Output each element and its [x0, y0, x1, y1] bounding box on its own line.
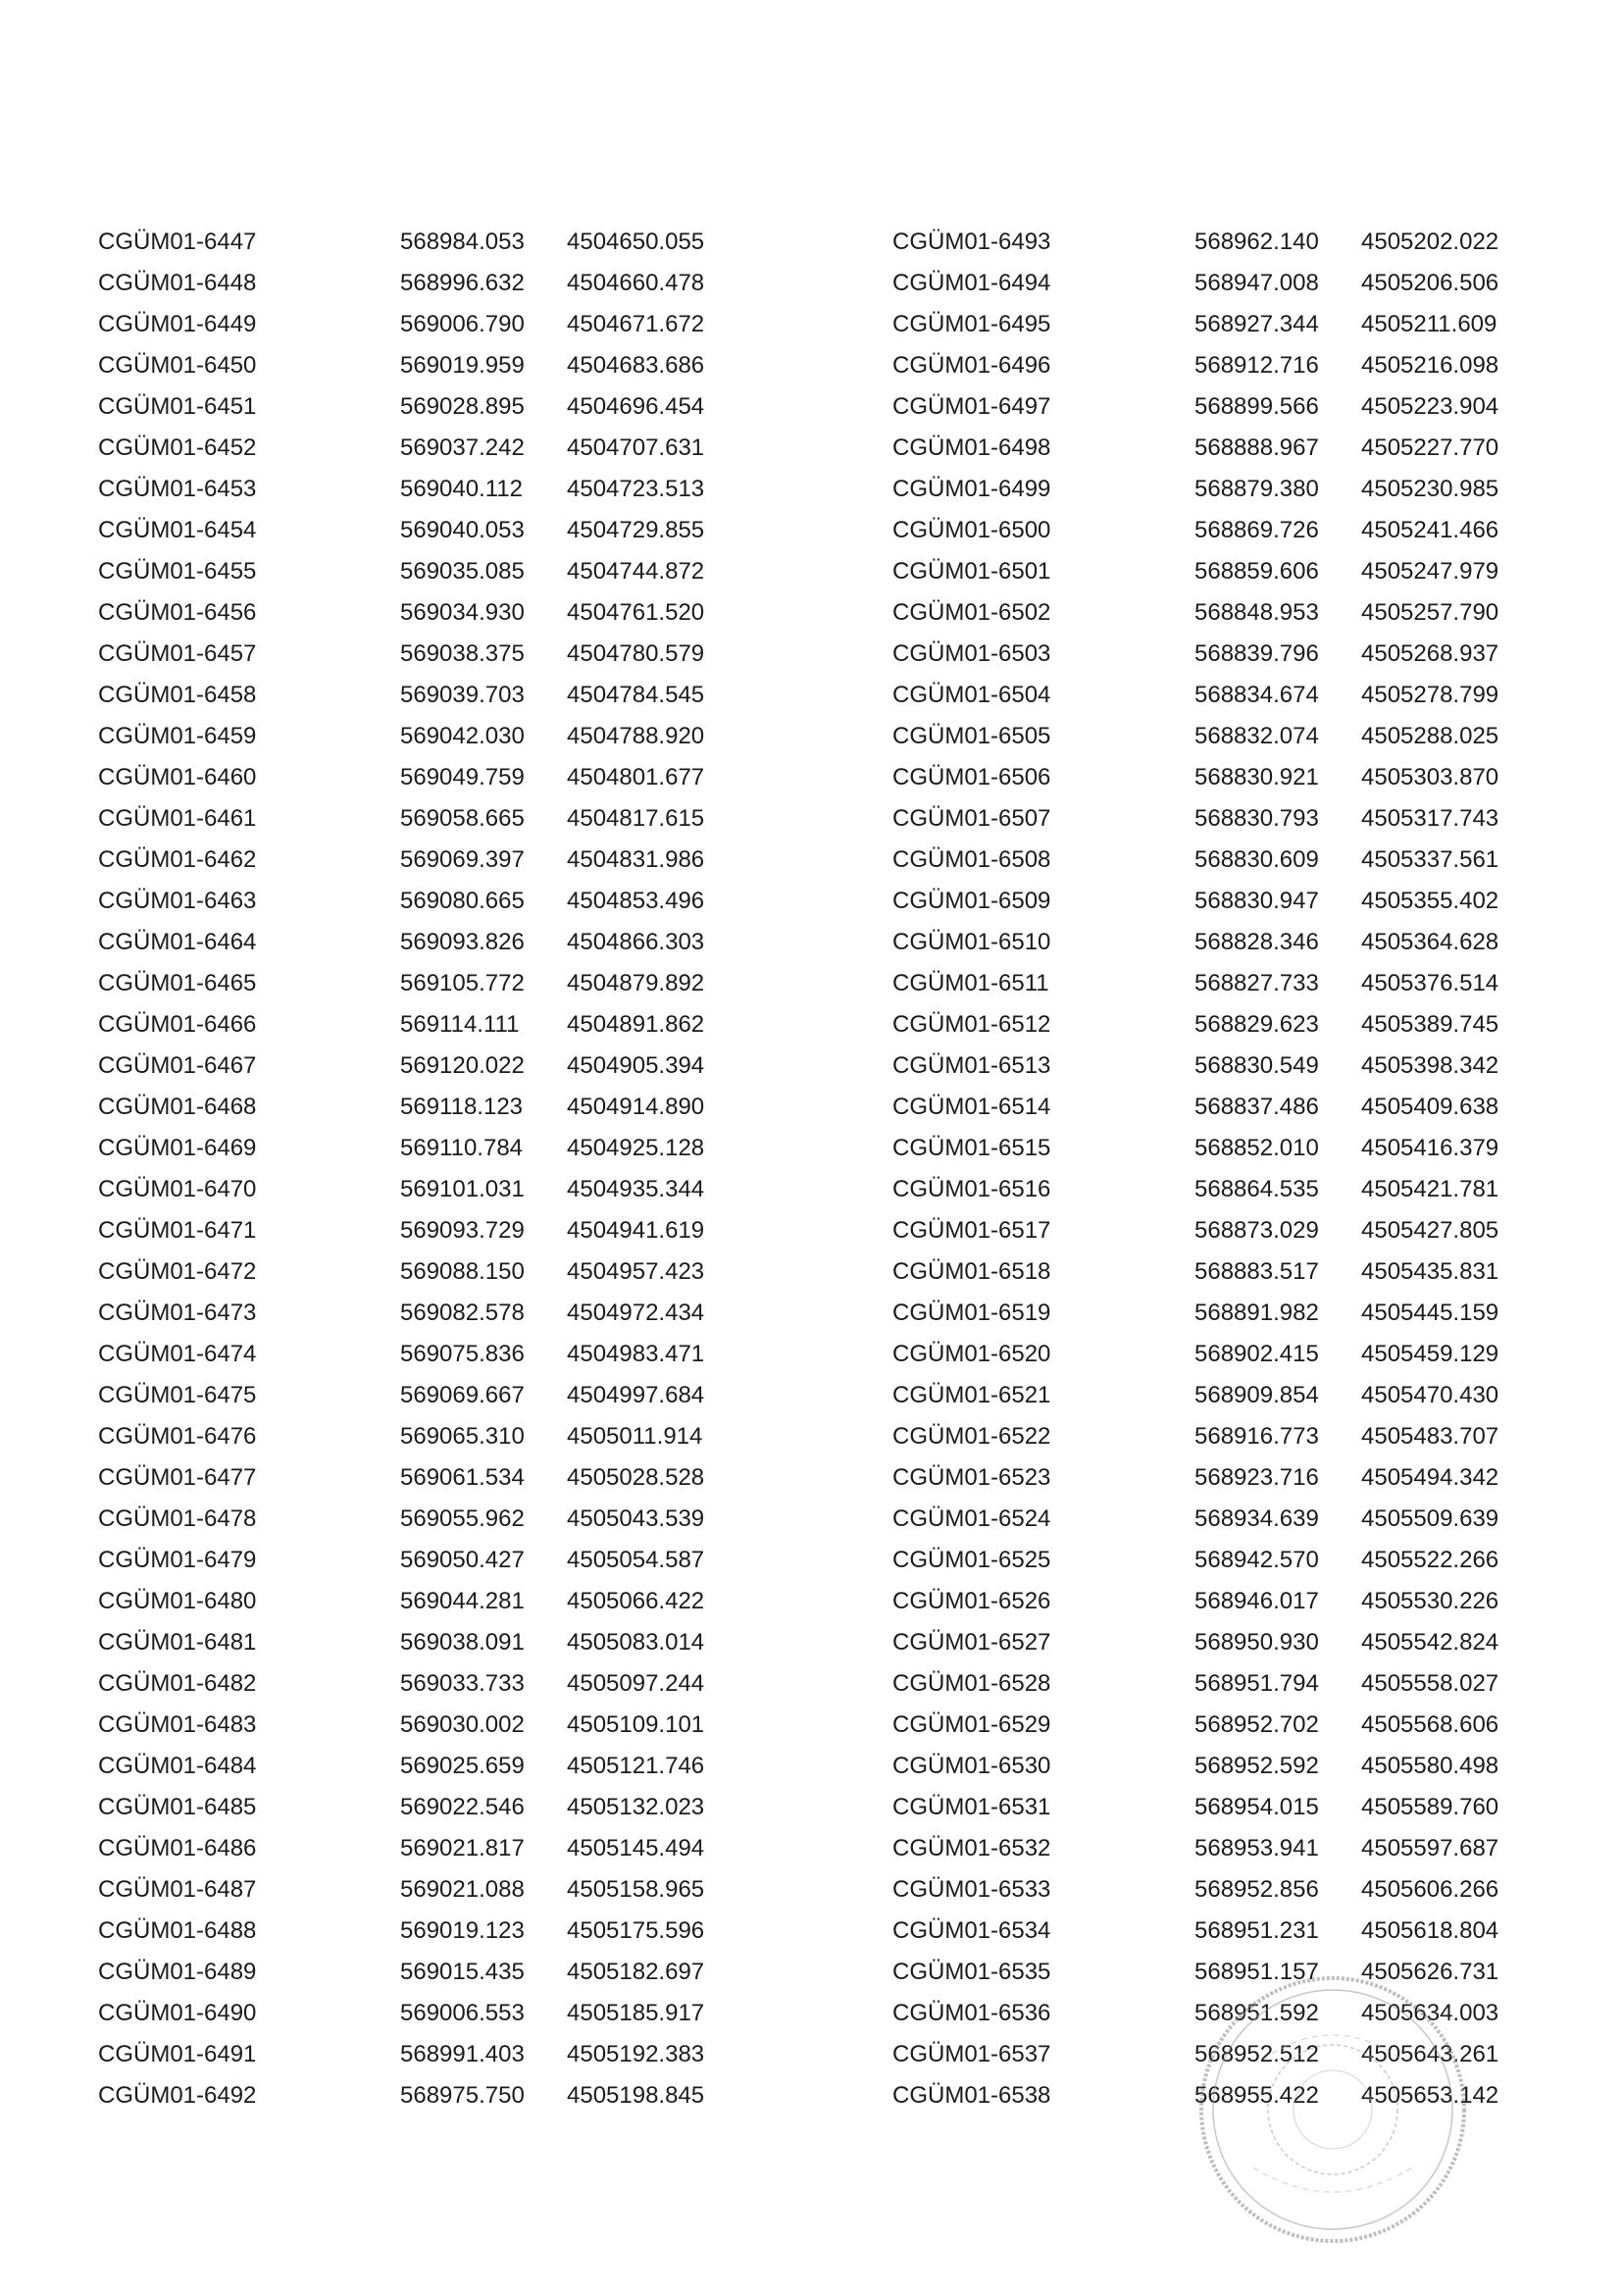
- point-id: CGÜM01-6494: [892, 270, 1051, 296]
- x-coordinate: 568991.403: [400, 2041, 525, 2067]
- x-coordinate: 569055.962: [400, 1505, 525, 1532]
- x-coordinate: 568975.750: [400, 2082, 525, 2109]
- point-id: CGÜM01-6532: [892, 1835, 1051, 1861]
- x-coordinate: 568830.793: [1194, 805, 1319, 832]
- x-coordinate: 569028.895: [400, 393, 525, 420]
- x-coordinate: 569040.112: [400, 476, 524, 502]
- point-id: CGÜM01-6504: [892, 682, 1051, 708]
- x-coordinate: 569039.703: [400, 682, 525, 708]
- point-id: CGÜM01-6470: [98, 1176, 257, 1202]
- x-coordinate: 569069.667: [400, 1382, 525, 1408]
- y-coordinate: 4504997.684: [567, 1382, 705, 1408]
- x-coordinate: 568962.140: [1194, 229, 1319, 255]
- point-id: CGÜM01-6520: [892, 1341, 1051, 1367]
- x-coordinate: 569061.534: [400, 1464, 525, 1491]
- x-coordinate: 568829.623: [1194, 1011, 1319, 1038]
- point-id: CGÜM01-6492: [98, 2082, 257, 2109]
- x-coordinate: 568852.010: [1194, 1135, 1319, 1161]
- x-coordinate: 569101.031: [400, 1176, 525, 1202]
- x-coordinate: 568996.632: [400, 270, 525, 296]
- y-coordinate: 4505483.707: [1361, 1423, 1499, 1450]
- x-coordinate: 568951.794: [1194, 1670, 1319, 1697]
- y-coordinate: 4505435.831: [1361, 1258, 1499, 1285]
- y-coordinate: 4504780.579: [567, 640, 705, 667]
- point-id: CGÜM01-6496: [892, 352, 1051, 379]
- x-coordinate: 568912.716: [1194, 352, 1319, 379]
- y-coordinate: 4505303.870: [1361, 764, 1499, 790]
- point-id: CGÜM01-6497: [892, 393, 1051, 420]
- x-coordinate: 568902.415: [1194, 1341, 1319, 1367]
- y-coordinate: 4505470.430: [1361, 1382, 1499, 1408]
- point-id: CGÜM01-6506: [892, 764, 1051, 790]
- x-coordinate: 569093.729: [400, 1217, 525, 1244]
- y-coordinate: 4505011.914: [567, 1423, 703, 1450]
- x-coordinate: 569049.759: [400, 764, 525, 790]
- point-id: CGÜM01-6538: [892, 2082, 1051, 2109]
- y-coordinate: 4504660.478: [567, 270, 705, 296]
- x-coordinate: 568954.015: [1194, 1794, 1319, 1820]
- point-id: CGÜM01-6463: [98, 888, 257, 914]
- y-coordinate: 4504972.434: [567, 1300, 705, 1326]
- y-coordinate: 4505132.023: [567, 1794, 705, 1820]
- x-coordinate: 569021.817: [400, 1835, 525, 1861]
- point-id: CGÜM01-6465: [98, 970, 257, 996]
- x-coordinate: 568952.856: [1194, 1876, 1319, 1903]
- point-id: CGÜM01-6528: [892, 1670, 1051, 1697]
- point-id: CGÜM01-6479: [98, 1547, 257, 1573]
- y-coordinate: 4504650.055: [567, 229, 705, 255]
- x-coordinate: 568950.930: [1194, 1629, 1319, 1656]
- point-id: CGÜM01-6461: [98, 805, 257, 832]
- y-coordinate: 4505398.342: [1361, 1052, 1499, 1079]
- y-coordinate: 4504683.686: [567, 352, 705, 379]
- y-coordinate: 4504935.344: [567, 1176, 705, 1202]
- y-coordinate: 4504696.454: [567, 393, 705, 420]
- y-coordinate: 4505653.142: [1361, 2082, 1499, 2109]
- y-coordinate: 4505337.561: [1361, 846, 1499, 873]
- x-coordinate: 568873.029: [1194, 1217, 1319, 1244]
- y-coordinate: 4505227.770: [1361, 434, 1499, 461]
- x-coordinate: 568830.947: [1194, 888, 1319, 914]
- x-coordinate: 568899.566: [1194, 393, 1319, 420]
- y-coordinate: 4505083.014: [567, 1629, 705, 1656]
- point-id: CGÜM01-6511: [892, 970, 1049, 996]
- y-coordinate: 4504831.986: [567, 846, 705, 873]
- point-id: CGÜM01-6493: [892, 229, 1051, 255]
- x-coordinate: 569044.281: [400, 1588, 525, 1614]
- x-coordinate: 569034.930: [400, 599, 525, 626]
- y-coordinate: 4505145.494: [567, 1835, 705, 1861]
- x-coordinate: 568888.967: [1194, 434, 1319, 461]
- x-coordinate: 569040.053: [400, 517, 525, 543]
- y-coordinate: 4505247.979: [1361, 558, 1499, 585]
- x-coordinate: 569080.665: [400, 888, 525, 914]
- y-coordinate: 4504914.890: [567, 1094, 705, 1120]
- y-coordinate: 4505054.587: [567, 1547, 705, 1573]
- x-coordinate: 568864.535: [1194, 1176, 1319, 1202]
- x-coordinate: 569110.784: [400, 1135, 524, 1161]
- y-coordinate: 4504817.615: [567, 805, 705, 832]
- y-coordinate: 4505542.824: [1361, 1629, 1499, 1656]
- y-coordinate: 4505626.731: [1361, 1959, 1499, 1985]
- y-coordinate: 4505522.266: [1361, 1547, 1499, 1573]
- y-coordinate: 4505509.639: [1361, 1505, 1499, 1532]
- point-id: CGÜM01-6471: [98, 1217, 257, 1244]
- y-coordinate: 4505288.025: [1361, 723, 1499, 749]
- point-id: CGÜM01-6483: [98, 1711, 257, 1738]
- x-coordinate: 568934.639: [1194, 1505, 1319, 1532]
- point-id: CGÜM01-6459: [98, 723, 257, 749]
- x-coordinate: 569082.578: [400, 1300, 525, 1326]
- x-coordinate: 568952.512: [1194, 2041, 1319, 2067]
- point-id: CGÜM01-6535: [892, 1959, 1051, 1985]
- point-id: CGÜM01-6531: [892, 1794, 1051, 1820]
- point-id: CGÜM01-6481: [98, 1629, 257, 1656]
- x-coordinate: 568927.344: [1194, 311, 1319, 337]
- point-id: CGÜM01-6456: [98, 599, 257, 626]
- point-id: CGÜM01-6486: [98, 1835, 257, 1861]
- point-id: CGÜM01-6513: [892, 1052, 1051, 1079]
- x-coordinate: 569006.553: [400, 2000, 525, 2026]
- y-coordinate: 4504784.545: [567, 682, 705, 708]
- x-coordinate: 568839.796: [1194, 640, 1319, 667]
- y-coordinate: 4504957.423: [567, 1258, 705, 1285]
- point-id: CGÜM01-6499: [892, 476, 1051, 502]
- point-id: CGÜM01-6478: [98, 1505, 257, 1532]
- point-id: CGÜM01-6482: [98, 1670, 257, 1697]
- x-coordinate: 568869.726: [1194, 517, 1319, 543]
- x-coordinate: 569019.959: [400, 352, 525, 379]
- point-id: CGÜM01-6453: [98, 476, 257, 502]
- y-coordinate: 4504707.631: [567, 434, 705, 461]
- point-id: CGÜM01-6536: [892, 2000, 1051, 2026]
- x-coordinate: 569114.111: [400, 1011, 520, 1038]
- y-coordinate: 4505223.904: [1361, 393, 1499, 420]
- point-id: CGÜM01-6472: [98, 1258, 257, 1285]
- x-coordinate: 568916.773: [1194, 1423, 1319, 1450]
- y-coordinate: 4505376.514: [1361, 970, 1499, 996]
- x-coordinate: 569030.002: [400, 1711, 525, 1738]
- x-coordinate: 568837.486: [1194, 1094, 1319, 1120]
- x-coordinate: 568909.854: [1194, 1382, 1319, 1408]
- y-coordinate: 4505257.790: [1361, 599, 1499, 626]
- x-coordinate: 569015.435: [400, 1959, 525, 1985]
- y-coordinate: 4505634.003: [1361, 2000, 1499, 2026]
- y-coordinate: 4505211.609: [1361, 311, 1497, 337]
- point-id: CGÜM01-6460: [98, 764, 257, 790]
- y-coordinate: 4505206.506: [1361, 270, 1499, 296]
- y-coordinate: 4505618.804: [1361, 1917, 1499, 1944]
- y-coordinate: 4505427.805: [1361, 1217, 1499, 1244]
- point-id: CGÜM01-6455: [98, 558, 257, 585]
- point-id: CGÜM01-6523: [892, 1464, 1051, 1491]
- point-id: CGÜM01-6498: [892, 434, 1051, 461]
- point-id: CGÜM01-6485: [98, 1794, 257, 1820]
- point-id: CGÜM01-6450: [98, 352, 257, 379]
- point-id: CGÜM01-6522: [892, 1423, 1051, 1450]
- y-coordinate: 4504891.862: [567, 1011, 705, 1038]
- point-id: CGÜM01-6454: [98, 517, 257, 543]
- point-id: CGÜM01-6533: [892, 1876, 1051, 1903]
- point-id: CGÜM01-6451: [98, 393, 257, 420]
- y-coordinate: 4505558.027: [1361, 1670, 1499, 1697]
- point-id: CGÜM01-6510: [892, 929, 1051, 955]
- point-id: CGÜM01-6502: [892, 599, 1051, 626]
- y-coordinate: 4505158.965: [567, 1876, 705, 1903]
- x-coordinate: 569025.659: [400, 1753, 525, 1779]
- point-id: CGÜM01-6487: [98, 1876, 257, 1903]
- point-id: CGÜM01-6489: [98, 1959, 257, 1985]
- point-id: CGÜM01-6467: [98, 1052, 257, 1079]
- point-id: CGÜM01-6480: [98, 1588, 257, 1614]
- point-id: CGÜM01-6476: [98, 1423, 257, 1450]
- point-id: CGÜM01-6527: [892, 1629, 1051, 1656]
- x-coordinate: 568832.074: [1194, 723, 1319, 749]
- y-coordinate: 4504905.394: [567, 1052, 705, 1079]
- x-coordinate: 568859.606: [1194, 558, 1319, 585]
- y-coordinate: 4505459.129: [1361, 1341, 1499, 1367]
- y-coordinate: 4504879.892: [567, 970, 705, 996]
- y-coordinate: 4505421.781: [1361, 1176, 1499, 1202]
- y-coordinate: 4505445.159: [1361, 1300, 1499, 1326]
- point-id: CGÜM01-6449: [98, 311, 257, 337]
- point-id: CGÜM01-6521: [892, 1382, 1051, 1408]
- y-coordinate: 4505589.760: [1361, 1794, 1499, 1820]
- point-id: CGÜM01-6452: [98, 434, 257, 461]
- y-coordinate: 4504866.303: [567, 929, 705, 955]
- x-coordinate: 569006.790: [400, 311, 525, 337]
- x-coordinate: 569093.826: [400, 929, 525, 955]
- x-coordinate: 569022.546: [400, 1794, 525, 1820]
- point-id: CGÜM01-6519: [892, 1300, 1051, 1326]
- x-coordinate: 569069.397: [400, 846, 525, 873]
- x-coordinate: 568827.733: [1194, 970, 1319, 996]
- point-id: CGÜM01-6474: [98, 1341, 257, 1367]
- y-coordinate: 4505268.937: [1361, 640, 1499, 667]
- x-coordinate: 569075.836: [400, 1341, 525, 1367]
- y-coordinate: 4504723.513: [567, 476, 705, 502]
- y-coordinate: 4505568.606: [1361, 1711, 1499, 1738]
- point-id: CGÜM01-6507: [892, 805, 1051, 832]
- point-id: CGÜM01-6534: [892, 1917, 1051, 1944]
- point-id: CGÜM01-6490: [98, 2000, 257, 2026]
- y-coordinate: 4504729.855: [567, 517, 705, 543]
- y-coordinate: 4504925.128: [567, 1135, 705, 1161]
- point-id: CGÜM01-6509: [892, 888, 1051, 914]
- y-coordinate: 4505606.266: [1361, 1876, 1499, 1903]
- point-id: CGÜM01-6458: [98, 682, 257, 708]
- point-id: CGÜM01-6505: [892, 723, 1051, 749]
- y-coordinate: 4505409.638: [1361, 1094, 1499, 1120]
- point-id: CGÜM01-6530: [892, 1753, 1051, 1779]
- x-coordinate: 568955.422: [1194, 2082, 1319, 2109]
- point-id: CGÜM01-6526: [892, 1588, 1051, 1614]
- y-coordinate: 4505109.101: [567, 1711, 705, 1738]
- x-coordinate: 568883.517: [1194, 1258, 1319, 1285]
- y-coordinate: 4504761.520: [567, 599, 705, 626]
- x-coordinate: 568952.592: [1194, 1753, 1319, 1779]
- x-coordinate: 568984.053: [400, 229, 525, 255]
- y-coordinate: 4505241.466: [1361, 517, 1499, 543]
- y-coordinate: 4505066.422: [567, 1588, 705, 1614]
- point-id: CGÜM01-6464: [98, 929, 257, 955]
- y-coordinate: 4504853.496: [567, 888, 705, 914]
- point-id: CGÜM01-6518: [892, 1258, 1051, 1285]
- y-coordinate: 4505389.745: [1361, 1011, 1499, 1038]
- x-coordinate: 568848.953: [1194, 599, 1319, 626]
- point-id: CGÜM01-6448: [98, 270, 257, 296]
- x-coordinate: 568830.921: [1194, 764, 1319, 790]
- y-coordinate: 4505121.746: [567, 1753, 705, 1779]
- point-id: CGÜM01-6469: [98, 1135, 257, 1161]
- y-coordinate: 4505494.342: [1361, 1464, 1499, 1491]
- point-id: CGÜM01-6473: [98, 1300, 257, 1326]
- x-coordinate: 568946.017: [1194, 1588, 1319, 1614]
- x-coordinate: 569038.091: [400, 1629, 525, 1656]
- point-id: CGÜM01-6525: [892, 1547, 1051, 1573]
- point-id: CGÜM01-6503: [892, 640, 1051, 667]
- x-coordinate: 568951.592: [1194, 2000, 1319, 2026]
- x-coordinate: 568947.008: [1194, 270, 1319, 296]
- y-coordinate: 4505028.528: [567, 1464, 705, 1491]
- y-coordinate: 4505355.402: [1361, 888, 1499, 914]
- y-coordinate: 4505097.244: [567, 1670, 705, 1697]
- y-coordinate: 4505230.985: [1361, 476, 1499, 502]
- x-coordinate: 569033.733: [400, 1670, 525, 1697]
- x-coordinate: 568891.982: [1194, 1300, 1319, 1326]
- point-id: CGÜM01-6475: [98, 1382, 257, 1408]
- y-coordinate: 4505182.697: [567, 1959, 705, 1985]
- point-id: CGÜM01-6512: [892, 1011, 1051, 1038]
- point-id: CGÜM01-6447: [98, 229, 257, 255]
- y-coordinate: 4505192.383: [567, 2041, 705, 2067]
- x-coordinate: 568923.716: [1194, 1464, 1319, 1491]
- x-coordinate: 569105.772: [400, 970, 525, 996]
- x-coordinate: 568879.380: [1194, 476, 1319, 502]
- y-coordinate: 4504801.677: [567, 764, 705, 790]
- y-coordinate: 4505317.743: [1361, 805, 1499, 832]
- x-coordinate: 568828.346: [1194, 929, 1319, 955]
- y-coordinate: 4505364.628: [1361, 929, 1499, 955]
- x-coordinate: 569088.150: [400, 1258, 525, 1285]
- y-coordinate: 4505278.799: [1361, 682, 1499, 708]
- y-coordinate: 4504788.920: [567, 723, 705, 749]
- point-id: CGÜM01-6501: [892, 558, 1051, 585]
- point-id: CGÜM01-6517: [892, 1217, 1051, 1244]
- x-coordinate: 568830.609: [1194, 846, 1319, 873]
- y-coordinate: 4505530.226: [1361, 1588, 1499, 1614]
- point-id: CGÜM01-6514: [892, 1094, 1051, 1120]
- point-id: CGÜM01-6495: [892, 311, 1051, 337]
- y-coordinate: 4504744.872: [567, 558, 705, 585]
- y-coordinate: 4505185.917: [567, 2000, 705, 2026]
- point-id: CGÜM01-6516: [892, 1176, 1051, 1202]
- x-coordinate: 569120.022: [400, 1052, 525, 1079]
- y-coordinate: 4505175.596: [567, 1917, 705, 1944]
- x-coordinate: 569038.375: [400, 640, 525, 667]
- point-id: CGÜM01-6529: [892, 1711, 1051, 1738]
- x-coordinate: 569050.427: [400, 1547, 525, 1573]
- y-coordinate: 4504983.471: [567, 1341, 705, 1367]
- x-coordinate: 568834.674: [1194, 682, 1319, 708]
- y-coordinate: 4505643.261: [1361, 2041, 1499, 2067]
- x-coordinate: 569042.030: [400, 723, 525, 749]
- y-coordinate: 4505216.098: [1361, 352, 1499, 379]
- point-id: CGÜM01-6477: [98, 1464, 257, 1491]
- y-coordinate: 4505202.022: [1361, 229, 1499, 255]
- y-coordinate: 4505597.687: [1361, 1835, 1499, 1861]
- y-coordinate: 4504671.672: [567, 311, 705, 337]
- x-coordinate: 569058.665: [400, 805, 525, 832]
- point-id: CGÜM01-6462: [98, 846, 257, 873]
- y-coordinate: 4505416.379: [1361, 1135, 1499, 1161]
- point-id: CGÜM01-6484: [98, 1753, 257, 1779]
- point-id: CGÜM01-6508: [892, 846, 1051, 873]
- x-coordinate: 569037.242: [400, 434, 525, 461]
- point-id: CGÜM01-6491: [98, 2041, 257, 2067]
- x-coordinate: 568951.157: [1194, 1959, 1319, 1985]
- x-coordinate: 568953.941: [1194, 1835, 1319, 1861]
- x-coordinate: 569035.085: [400, 558, 525, 585]
- x-coordinate: 568952.702: [1194, 1711, 1319, 1738]
- point-id: CGÜM01-6488: [98, 1917, 257, 1944]
- x-coordinate: 568942.570: [1194, 1547, 1319, 1573]
- y-coordinate: 4505580.498: [1361, 1753, 1499, 1779]
- x-coordinate: 569065.310: [400, 1423, 525, 1450]
- x-coordinate: 569019.123: [400, 1917, 525, 1944]
- point-id: CGÜM01-6466: [98, 1011, 257, 1038]
- x-coordinate: 568951.231: [1194, 1917, 1319, 1944]
- x-coordinate: 569118.123: [400, 1094, 524, 1120]
- point-id: CGÜM01-6537: [892, 2041, 1051, 2067]
- point-id: CGÜM01-6500: [892, 517, 1051, 543]
- y-coordinate: 4504941.619: [567, 1217, 705, 1244]
- point-id: CGÜM01-6457: [98, 640, 257, 667]
- y-coordinate: 4505198.845: [567, 2082, 705, 2109]
- x-coordinate: 568830.549: [1194, 1052, 1319, 1079]
- x-coordinate: 569021.088: [400, 1876, 525, 1903]
- point-id: CGÜM01-6524: [892, 1505, 1051, 1532]
- point-id: CGÜM01-6515: [892, 1135, 1051, 1161]
- y-coordinate: 4505043.539: [567, 1505, 705, 1532]
- point-id: CGÜM01-6468: [98, 1094, 257, 1120]
